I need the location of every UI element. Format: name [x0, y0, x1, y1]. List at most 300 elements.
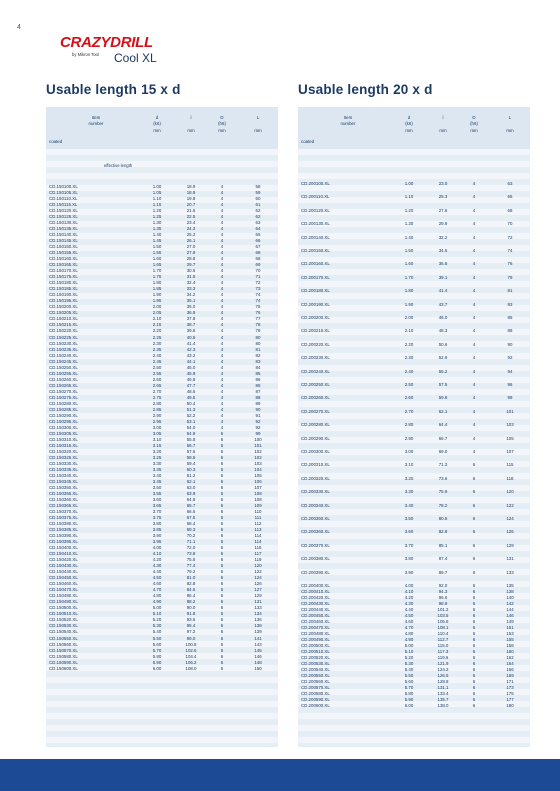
cell-item-number: CD.150295.XL	[49, 418, 78, 424]
cell-item-number: CD.150500.XL	[49, 605, 78, 611]
cell-diameter-d: 3.05	[152, 430, 162, 436]
cell-diameter-d: 1.60	[404, 261, 414, 267]
cell-item-number: CD.150335.XL	[49, 466, 78, 472]
cell-overall-length-L: 155	[506, 637, 514, 643]
cell-overall-length-L: 118	[506, 475, 514, 481]
cell-shank-diameter-D: 6	[472, 462, 476, 468]
cell-item-number: CD.150300.XL	[49, 424, 78, 430]
cell-diameter-d: 1.30	[152, 220, 162, 226]
cell-item-number: CD.150170.XL	[49, 268, 78, 274]
cell-diameter-d: 5.40	[152, 629, 162, 635]
cell-shank-diameter-D: 4	[220, 364, 224, 370]
cell-diameter-d: 5.80	[404, 691, 414, 697]
header-D: D	[472, 115, 476, 120]
cell-diameter-d: 2.20	[404, 341, 414, 347]
cell-item-number: CD.150105.XL	[49, 190, 78, 196]
cell-effective-length-l: 38.7	[186, 322, 196, 328]
cell-shank-diameter-D: 4	[220, 298, 224, 304]
cell-overall-length-L: 73	[255, 286, 261, 292]
cell-effective-length-l: 68.4	[186, 521, 196, 527]
cell-item-number: CD.200540.XL	[301, 667, 330, 673]
cell-diameter-d: 5.10	[152, 611, 162, 617]
cell-effective-length-l: 39.6	[186, 328, 196, 334]
cell-shank-diameter-D: 4	[220, 412, 224, 418]
cell-effective-length-l: 87.4	[438, 556, 448, 562]
cell-shank-diameter-D: 4	[472, 395, 476, 401]
cell-overall-length-L: 96	[507, 382, 513, 387]
cell-item-number: CD.200300.XL	[301, 449, 330, 454]
header-d-tol: (k6)	[405, 121, 413, 126]
cell-shank-diameter-D: 4	[220, 226, 224, 232]
cell-overall-length-L: 153	[506, 631, 514, 637]
cell-item-number: CD.200470.XL	[301, 625, 330, 631]
cell-effective-length-l: 82.8	[186, 581, 196, 587]
cell-overall-length-L: 177	[506, 697, 514, 703]
cell-diameter-d: 1.75	[152, 274, 162, 280]
cell-diameter-d: 3.35	[152, 466, 162, 472]
cell-item-number: CD.150270.XL	[49, 388, 78, 394]
cell-shank-diameter-D: 4	[220, 424, 224, 430]
cell-item-number: CD.150460.XL	[49, 581, 78, 587]
cell-overall-length-L: 146	[254, 653, 262, 659]
cell-effective-length-l: 52.9	[438, 355, 448, 361]
cell-overall-length-L: 138	[254, 623, 262, 629]
cell-item-number: CD.200450.XL	[301, 613, 330, 619]
header-L-unit: mm	[506, 128, 514, 133]
cell-effective-length-l: 89.7	[438, 569, 448, 575]
cell-effective-length-l: 24.3	[186, 226, 196, 232]
cell-overall-length-L: 88	[255, 394, 261, 400]
cell-effective-length-l: 29.9	[438, 221, 448, 227]
cell-item-number: CD.200420.XL	[301, 595, 330, 601]
cell-shank-diameter-D: 6	[472, 516, 476, 521]
cell-diameter-d: 3.15	[152, 442, 162, 448]
cell-shank-diameter-D: 6	[472, 619, 476, 625]
cell-effective-length-l: 62.1	[186, 478, 196, 484]
cell-overall-length-L: 107	[254, 485, 262, 490]
cell-diameter-d: 3.85	[152, 527, 162, 533]
cell-item-number: CD.150220.XL	[49, 328, 78, 334]
cell-diameter-d: 3.60	[404, 529, 414, 535]
cell-overall-length-L: 113	[254, 527, 262, 533]
left-table-header	[46, 107, 278, 149]
cell-diameter-d: 2.80	[404, 422, 414, 428]
cell-shank-diameter-D: 4	[220, 190, 224, 196]
cell-effective-length-l: 51.3	[186, 406, 196, 412]
cell-item-number: CD.150135.XL	[49, 226, 78, 232]
cell-item-number: CD.200270.XL	[301, 408, 330, 414]
cell-shank-diameter-D: 4	[472, 449, 476, 454]
cell-overall-length-L: 67	[255, 244, 261, 250]
cell-diameter-d: 2.65	[152, 382, 162, 388]
cell-overall-length-L: 104	[254, 466, 262, 472]
cell-effective-length-l: 19.8	[186, 196, 196, 202]
header-D-unit: mm	[218, 128, 226, 133]
cell-shank-diameter-D: 4	[220, 202, 224, 208]
cell-item-number: CD.150430.XL	[49, 563, 78, 569]
cell-overall-length-L: 139	[254, 629, 262, 635]
cell-overall-length-L: 101	[254, 442, 262, 448]
cell-effective-length-l: 22.5	[186, 214, 196, 220]
cell-overall-length-L: 127	[254, 587, 262, 593]
header-d: d	[155, 115, 159, 120]
cell-item-number: CD.150470.XL	[49, 587, 78, 593]
cell-effective-length-l: 55.2	[438, 368, 448, 374]
cell-diameter-d: 1.95	[152, 298, 162, 304]
cell-effective-length-l: 29.7	[186, 262, 196, 268]
cell-shank-diameter-D: 6	[220, 665, 224, 671]
cell-shank-diameter-D: 6	[220, 581, 224, 587]
cell-effective-length-l: 71.3	[438, 462, 448, 468]
cell-item-number: CD.150510.XL	[49, 611, 78, 617]
cell-shank-diameter-D: 4	[220, 328, 224, 334]
cell-effective-length-l: 35.1	[186, 298, 196, 304]
cell-shank-diameter-D: 6	[472, 643, 476, 649]
header-coated: coated	[301, 139, 315, 144]
cell-effective-length-l: 100.8	[185, 641, 197, 647]
cell-item-number: CD.200390.XL	[301, 569, 330, 575]
cell-overall-length-L: 58	[255, 184, 261, 189]
cell-shank-diameter-D: 6	[220, 527, 224, 533]
cell-shank-diameter-D: 4	[220, 382, 224, 388]
header-L-unit: mm	[254, 128, 262, 133]
cell-item-number: CD.150185.XL	[49, 286, 78, 292]
cell-shank-diameter-D: 6	[472, 625, 476, 631]
right-table	[298, 107, 530, 747]
cell-effective-length-l: 46.0	[438, 315, 448, 320]
cell-effective-length-l: 31.5	[186, 274, 196, 280]
cell-diameter-d: 3.45	[152, 478, 162, 484]
cell-shank-diameter-D: 6	[472, 631, 476, 637]
cell-diameter-d: 4.60	[152, 581, 162, 587]
cell-overall-length-L: 131	[506, 556, 514, 562]
cell-overall-length-L: 111	[254, 515, 262, 521]
cell-overall-length-L: 68	[507, 207, 513, 213]
cell-item-number: CD.150600.XL	[49, 665, 78, 671]
cell-diameter-d: 2.40	[152, 352, 162, 358]
cell-item-number: CD.150320.XL	[49, 448, 78, 454]
cell-effective-length-l: 48.6	[186, 388, 196, 394]
cell-diameter-d: 1.80	[404, 288, 414, 294]
cell-item-number: CD.150245.XL	[49, 358, 78, 364]
cell-overall-length-L: 141	[254, 635, 262, 641]
cell-item-number: CD.150255.XL	[49, 370, 78, 376]
cell-shank-diameter-D: 4	[472, 248, 476, 253]
cell-diameter-d: 5.70	[404, 685, 414, 691]
footer-bar	[0, 759, 560, 791]
cell-item-number: CD.150200.XL	[49, 304, 78, 310]
cell-effective-length-l: 57.5	[438, 382, 448, 387]
cell-diameter-d: 3.50	[152, 485, 162, 490]
cell-shank-diameter-D: 6	[472, 667, 476, 673]
cell-diameter-d: 1.55	[152, 250, 162, 256]
cell-shank-diameter-D: 4	[220, 244, 224, 250]
cell-shank-diameter-D: 6	[472, 637, 476, 643]
cell-overall-length-L: 80	[255, 334, 261, 340]
cell-diameter-d: 3.80	[152, 521, 162, 527]
cell-overall-length-L: 100	[254, 436, 262, 442]
cell-shank-diameter-D: 4	[472, 181, 476, 186]
cell-shank-diameter-D: 4	[472, 234, 476, 240]
cell-shank-diameter-D: 6	[220, 454, 224, 460]
cell-diameter-d: 3.75	[152, 515, 162, 521]
cell-overall-length-L: 68	[255, 256, 261, 262]
cell-effective-length-l: 61.2	[186, 472, 196, 478]
cell-effective-length-l: 110.4	[437, 631, 449, 637]
cell-effective-length-l: 82.8	[438, 529, 448, 535]
header-number: number	[88, 121, 104, 126]
cell-item-number: CD.150250.XL	[49, 364, 78, 370]
cell-item-number: CD.200230.XL	[301, 355, 330, 361]
cell-overall-length-L: 90	[507, 341, 513, 347]
cell-shank-diameter-D: 4	[472, 341, 476, 347]
cell-item-number: CD.200200.XL	[301, 315, 330, 320]
cell-item-number: CD.150450.XL	[49, 575, 78, 581]
cell-shank-diameter-D: 6	[472, 673, 476, 679]
cell-shank-diameter-D: 6	[220, 533, 224, 539]
cell-shank-diameter-D: 6	[472, 569, 476, 575]
cell-diameter-d: 3.95	[152, 539, 162, 545]
cell-diameter-d: 4.00	[404, 583, 414, 588]
cell-shank-diameter-D: 6	[472, 556, 476, 562]
cell-effective-length-l: 124.2	[437, 667, 449, 673]
cell-item-number: CD.150365.XL	[49, 503, 78, 509]
cell-shank-diameter-D: 6	[220, 635, 224, 641]
cell-diameter-d: 1.90	[404, 301, 414, 307]
cell-overall-length-L: 175	[506, 691, 514, 697]
cell-effective-length-l: 97.2	[186, 629, 196, 635]
cell-shank-diameter-D: 6	[220, 503, 224, 509]
cell-overall-length-L: 92	[507, 355, 513, 361]
cell-overall-length-L: 134	[254, 611, 262, 617]
cell-item-number: CD.200530.XL	[301, 661, 330, 667]
cell-overall-length-L: 76	[255, 310, 261, 316]
cell-overall-length-L: 81	[255, 346, 261, 352]
cell-overall-length-L: 79	[255, 328, 261, 334]
cell-diameter-d: 2.30	[404, 355, 414, 361]
cell-shank-diameter-D: 4	[220, 304, 224, 310]
cell-effective-length-l: 23.4	[186, 220, 196, 226]
cell-item-number: CD.150530.XL	[49, 623, 78, 629]
cell-diameter-d: 1.10	[404, 194, 414, 200]
cell-effective-length-l: 27.0	[186, 244, 196, 250]
cell-effective-length-l: 30.6	[186, 268, 196, 274]
cell-item-number: CD.150375.XL	[49, 515, 78, 521]
cell-diameter-d: 2.25	[152, 334, 162, 340]
cell-diameter-d: 4.40	[404, 607, 414, 613]
cell-diameter-d: 2.45	[152, 358, 162, 364]
cell-overall-length-L: 62	[255, 214, 261, 220]
cell-shank-diameter-D: 6	[472, 691, 476, 697]
cell-diameter-d: 4.00	[152, 545, 162, 551]
cell-shank-diameter-D: 4	[472, 408, 476, 414]
cell-diameter-d: 4.80	[404, 631, 414, 637]
cell-effective-length-l: 37.8	[186, 316, 196, 322]
cell-overall-length-L: 112	[254, 521, 262, 527]
cell-overall-length-L: 99	[255, 430, 261, 436]
cell-diameter-d: 2.75	[152, 394, 162, 400]
header-D: D	[220, 115, 224, 120]
cell-diameter-d: 2.90	[404, 435, 414, 441]
cell-diameter-d: 4.60	[404, 619, 414, 625]
cell-shank-diameter-D: 4	[220, 232, 224, 238]
cell-overall-length-L: 140	[506, 595, 514, 601]
cell-effective-length-l: 93.6	[186, 617, 196, 623]
cell-diameter-d: 3.70	[152, 509, 162, 515]
cell-diameter-d: 3.65	[152, 503, 162, 509]
cell-shank-diameter-D: 4	[472, 435, 476, 441]
cell-item-number: CD.150175.XL	[49, 274, 78, 280]
cell-effective-length-l: 90.0	[186, 605, 196, 611]
cell-effective-length-l: 98.9	[438, 601, 448, 607]
cell-effective-length-l: 44.1	[186, 358, 196, 364]
cell-diameter-d: 1.00	[404, 181, 414, 186]
cell-shank-diameter-D: 6	[472, 595, 476, 601]
cell-effective-length-l: 85.1	[438, 542, 448, 548]
cell-item-number: CD.200520.XL	[301, 655, 330, 661]
cell-shank-diameter-D: 6	[220, 599, 224, 605]
cell-effective-length-l: 69.0	[438, 449, 448, 454]
cell-shank-diameter-D: 4	[220, 334, 224, 340]
cell-effective-length-l: 88.2	[186, 599, 196, 605]
cell-diameter-d: 1.60	[152, 256, 162, 262]
cell-effective-length-l: 91.8	[186, 611, 196, 617]
cell-diameter-d: 4.40	[152, 569, 162, 575]
cell-diameter-d: 1.80	[152, 280, 162, 286]
cell-shank-diameter-D: 4	[220, 274, 224, 280]
cell-shank-diameter-D: 6	[472, 613, 476, 619]
cell-diameter-d: 3.25	[152, 454, 162, 460]
brand-by: by Mikron Tool	[72, 52, 99, 57]
cell-diameter-d: 4.90	[404, 637, 414, 643]
cell-item-number: CD.200210.XL	[301, 328, 330, 334]
cell-shank-diameter-D: 4	[220, 262, 224, 268]
cell-diameter-d: 5.60	[152, 641, 162, 647]
cell-shank-diameter-D: 6	[220, 563, 224, 569]
cell-effective-length-l: 133.4	[437, 691, 449, 697]
cell-shank-diameter-D: 4	[472, 422, 476, 428]
cell-shank-diameter-D: 6	[472, 601, 476, 607]
cell-shank-diameter-D: 6	[220, 509, 224, 515]
cell-effective-length-l: 71.1	[186, 539, 196, 545]
cell-shank-diameter-D: 4	[220, 208, 224, 214]
cell-item-number: CD.150265.XL	[49, 382, 78, 388]
cell-effective-length-l: 66.7	[438, 435, 448, 441]
cell-diameter-d: 3.20	[404, 475, 414, 481]
cell-shank-diameter-D: 6	[220, 659, 224, 665]
cell-effective-length-l: 65.7	[186, 503, 196, 509]
cell-diameter-d: 3.40	[152, 472, 162, 478]
cell-effective-length-l: 112.7	[437, 637, 449, 643]
header-d-unit: mm	[153, 128, 161, 133]
cell-item-number: CD.200250.XL	[301, 382, 330, 387]
cell-effective-length-l: 64.8	[186, 497, 196, 503]
right-table-header	[298, 107, 530, 149]
cell-item-number: CD.200440.XL	[301, 607, 330, 613]
cell-overall-length-L: 83	[507, 301, 513, 307]
cell-item-number: CD.200130.XL	[301, 221, 330, 227]
cell-shank-diameter-D: 6	[220, 629, 224, 635]
cell-shank-diameter-D: 4	[220, 220, 224, 226]
cell-diameter-d: 1.05	[152, 190, 162, 196]
header-d-tol: (k6)	[153, 121, 161, 126]
cell-item-number: CD.150590.XL	[49, 659, 78, 665]
cell-effective-length-l: 36.0	[186, 304, 196, 310]
cell-effective-length-l: 75.9	[438, 489, 448, 495]
cell-overall-length-L: 110	[254, 509, 262, 515]
cell-shank-diameter-D: 6	[472, 583, 476, 588]
cell-overall-length-L: 108	[254, 497, 262, 503]
cell-overall-length-L: 115	[506, 462, 514, 468]
brand-logo	[60, 34, 170, 74]
cell-overall-length-L: 74	[255, 292, 261, 298]
cell-shank-diameter-D: 6	[220, 466, 224, 472]
cell-item-number: CD.200400.XL	[301, 583, 330, 588]
cell-item-number: CD.150110.XL	[49, 196, 78, 202]
cell-overall-length-L: 70	[255, 268, 261, 274]
cell-item-number: CD.150290.XL	[49, 412, 78, 418]
cell-overall-length-L: 102	[254, 448, 262, 454]
cell-effective-length-l: 86.4	[186, 593, 196, 599]
cell-diameter-d: 2.70	[152, 388, 162, 394]
cell-item-number: CD.150230.XL	[49, 340, 78, 346]
cell-shank-diameter-D: 6	[220, 436, 224, 442]
cell-item-number: CD.150355.XL	[49, 491, 78, 497]
cell-diameter-d: 6.00	[152, 665, 162, 671]
cell-shank-diameter-D: 6	[220, 587, 224, 593]
cell-shank-diameter-D: 4	[220, 280, 224, 286]
cell-item-number: CD.150580.XL	[49, 653, 78, 659]
cell-overall-length-L: 129	[506, 542, 514, 548]
cell-diameter-d: 2.95	[152, 418, 162, 424]
cell-effective-length-l: 80.5	[438, 516, 448, 521]
cell-overall-length-L: 64	[255, 226, 261, 232]
cell-overall-length-L: 126	[506, 529, 514, 535]
cell-effective-length-l: 115.0	[437, 643, 449, 649]
cell-overall-length-L: 65	[255, 232, 261, 238]
cell-overall-length-L: 78	[255, 322, 261, 328]
cell-diameter-d: 5.40	[404, 667, 414, 673]
cell-effective-length-l: 104.4	[185, 653, 197, 659]
cell-shank-diameter-D: 6	[472, 489, 476, 495]
cell-shank-diameter-D: 6	[472, 703, 476, 709]
cell-shank-diameter-D: 6	[220, 448, 224, 454]
cell-shank-diameter-D: 6	[220, 460, 224, 466]
cell-overall-length-L: 160	[506, 649, 514, 655]
cell-shank-diameter-D: 4	[472, 261, 476, 267]
right-table-title: Usable length 20 x d	[298, 82, 433, 97]
cell-item-number: CD.200120.XL	[301, 207, 330, 213]
cell-item-number: CD.150260.XL	[49, 376, 78, 382]
cell-item-number: CD.200260.XL	[301, 395, 330, 401]
cell-item-number: CD.150125.XL	[49, 214, 78, 220]
cell-shank-diameter-D: 4	[472, 288, 476, 294]
cell-diameter-d: 4.50	[404, 613, 414, 619]
cell-shank-diameter-D: 6	[472, 655, 476, 661]
cell-item-number: CD.150400.XL	[49, 545, 78, 551]
cell-shank-diameter-D: 6	[220, 653, 224, 659]
cell-overall-length-L: 180	[506, 703, 514, 709]
cell-effective-length-l: 50.6	[438, 341, 448, 347]
cell-shank-diameter-D: 6	[472, 542, 476, 548]
cell-overall-length-L: 63	[507, 181, 513, 186]
header-item: Item	[343, 115, 353, 120]
cell-overall-length-L: 136	[254, 617, 262, 623]
cell-overall-length-L: 149	[506, 619, 514, 625]
cell-diameter-d: 4.20	[404, 595, 414, 601]
cell-overall-length-L: 162	[506, 655, 514, 661]
cell-effective-length-l: 92.0	[438, 583, 448, 588]
